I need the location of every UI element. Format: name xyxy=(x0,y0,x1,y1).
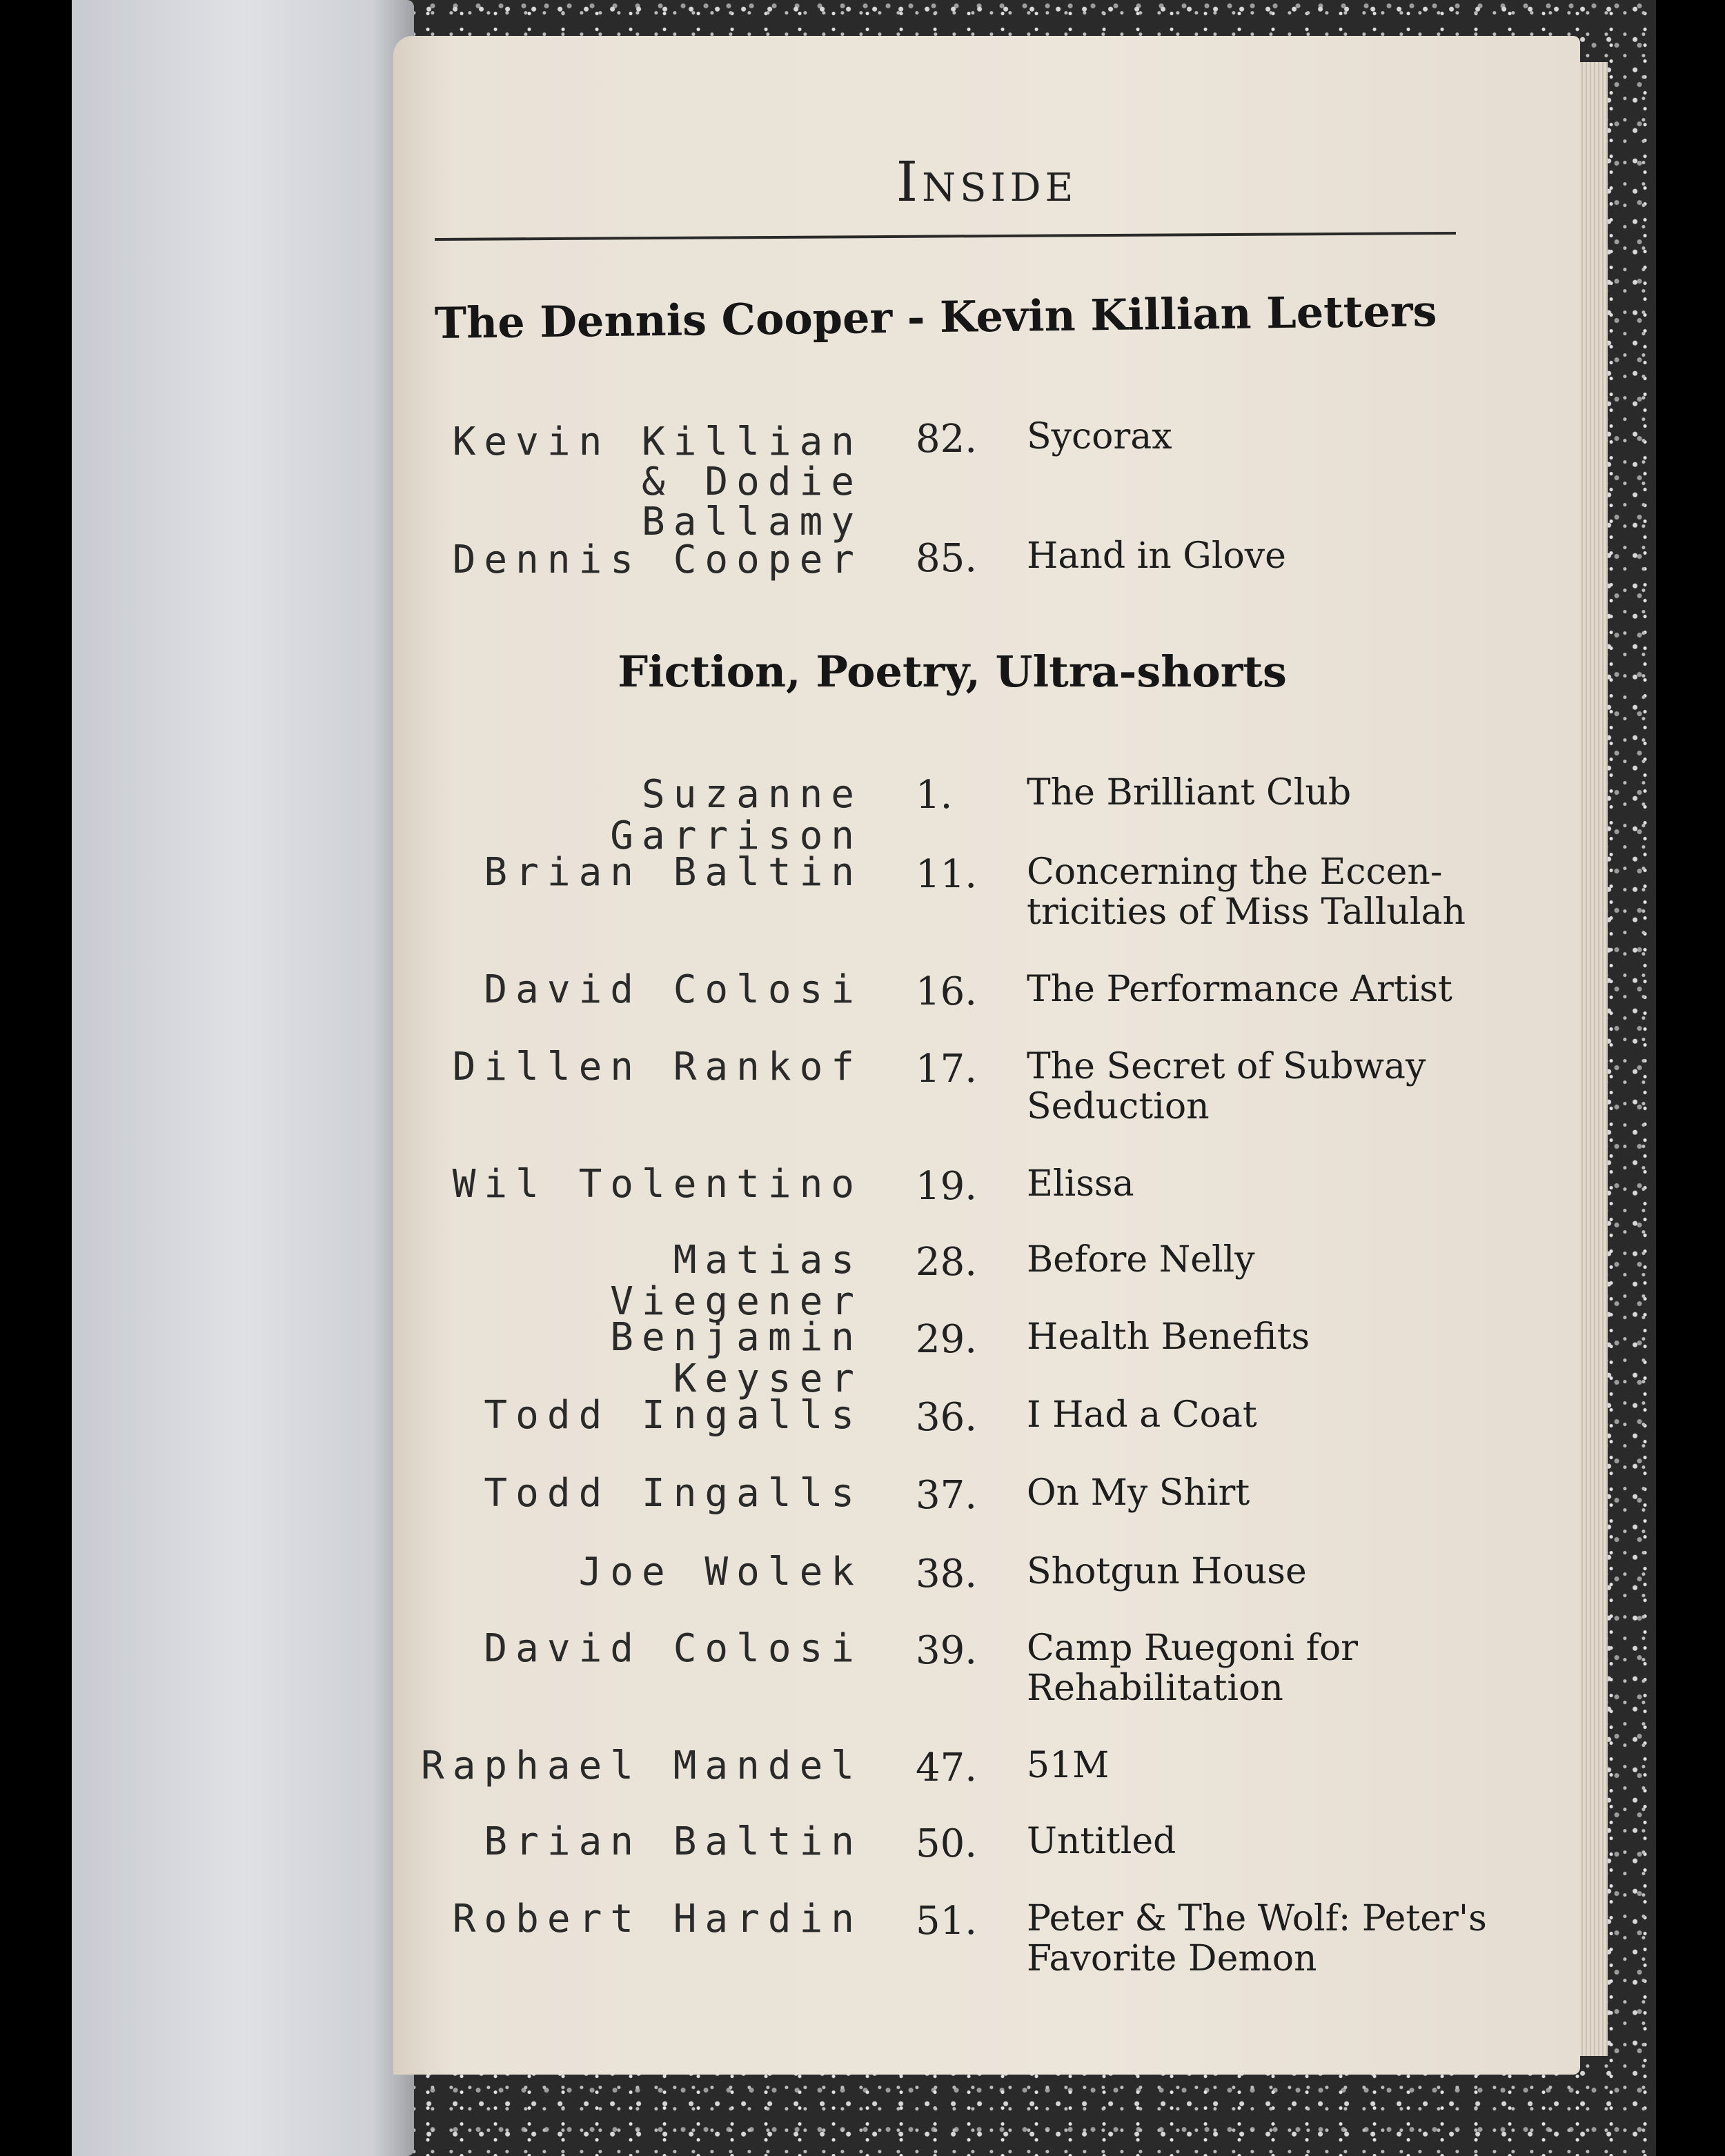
entry-page: 47. xyxy=(916,1745,978,1790)
entry-author: Robert Hardin xyxy=(452,1897,862,1941)
entry-author: David Colosi xyxy=(484,1626,862,1671)
entry-page: 36. xyxy=(916,1395,978,1440)
entry-page: 38. xyxy=(916,1552,978,1596)
entry-title: Sycorax xyxy=(1027,416,1172,457)
entry-title: Health Benefits xyxy=(1027,1316,1310,1358)
entry-title: Concerning the Eccen- tricities of Miss Tallulah xyxy=(1027,851,1466,933)
entry-page: 85. xyxy=(916,536,978,581)
entry-author: Brian Baltin xyxy=(484,850,862,895)
entry-page: 29. xyxy=(916,1317,978,1362)
left-page xyxy=(72,0,414,2156)
entry-title: Elissa xyxy=(1027,1163,1134,1205)
entry-title: The Performance Artist xyxy=(1027,969,1452,1010)
page-heading: Inside xyxy=(896,150,1078,214)
entry-author: Matias Viegener xyxy=(610,1238,862,1324)
entry-title: 51M xyxy=(1027,1745,1110,1786)
entry-author: Wil Tolentino xyxy=(452,1162,862,1207)
entry-page: 17. xyxy=(916,1047,978,1091)
entry-title: Untitled xyxy=(1027,1821,1176,1862)
section-title-letters: The Dennis Cooper - Kevin Killian Letters xyxy=(434,286,1437,348)
entry-title: Shotgun House xyxy=(1027,1551,1307,1592)
entry-author: Brian Baltin xyxy=(484,1819,862,1864)
entry-author: David Colosi xyxy=(484,967,862,1012)
entry-page: 16. xyxy=(916,969,978,1014)
entry-page: 28. xyxy=(916,1240,978,1285)
section-title-fiction: Fiction, Poetry, Ultra-shorts xyxy=(618,646,1287,697)
entry-title: The Brilliant Club xyxy=(1027,772,1352,813)
entry-author: Raphael Mandel xyxy=(420,1743,862,1788)
entry-author: Suzanne Garrison xyxy=(610,772,862,858)
entry-author: Todd Ingalls xyxy=(484,1393,862,1438)
entry-page: 39. xyxy=(916,1628,978,1673)
entry-page: 51. xyxy=(916,1899,978,1944)
entry-author: Dennis Cooper xyxy=(452,537,862,582)
entry-title: Camp Ruegoni for Rehabilitation xyxy=(1027,1628,1358,1709)
entry-author: Dillen Rankof xyxy=(452,1045,862,1089)
entry-page: 19. xyxy=(916,1164,978,1209)
entry-author: Kevin Killian & Dodie Ballamy xyxy=(452,419,862,544)
entry-page: 50. xyxy=(916,1821,978,1866)
entry-title: The Secret of Subway Seduction xyxy=(1027,1046,1426,1127)
entry-page: 37. xyxy=(916,1473,978,1518)
entry-page: 11. xyxy=(916,852,978,897)
entry-title: Before Nelly xyxy=(1027,1239,1255,1280)
contents-page xyxy=(393,36,1580,2075)
entry-author: Joe Wolek xyxy=(578,1550,862,1594)
heading-rule xyxy=(435,232,1456,241)
entry-title: On My Shirt xyxy=(1027,1472,1250,1514)
entry-author: Benjamin Keyser xyxy=(610,1315,862,1401)
entry-title: Peter & The Wolf: Peter's Favorite Demon xyxy=(1027,1898,1487,1979)
entry-author: Todd Ingalls xyxy=(484,1471,862,1516)
entry-title: I Had a Coat xyxy=(1027,1394,1257,1436)
entry-title: Hand in Glove xyxy=(1027,535,1286,577)
entry-page: 82. xyxy=(916,417,978,462)
entry-page: 1. xyxy=(916,773,953,818)
